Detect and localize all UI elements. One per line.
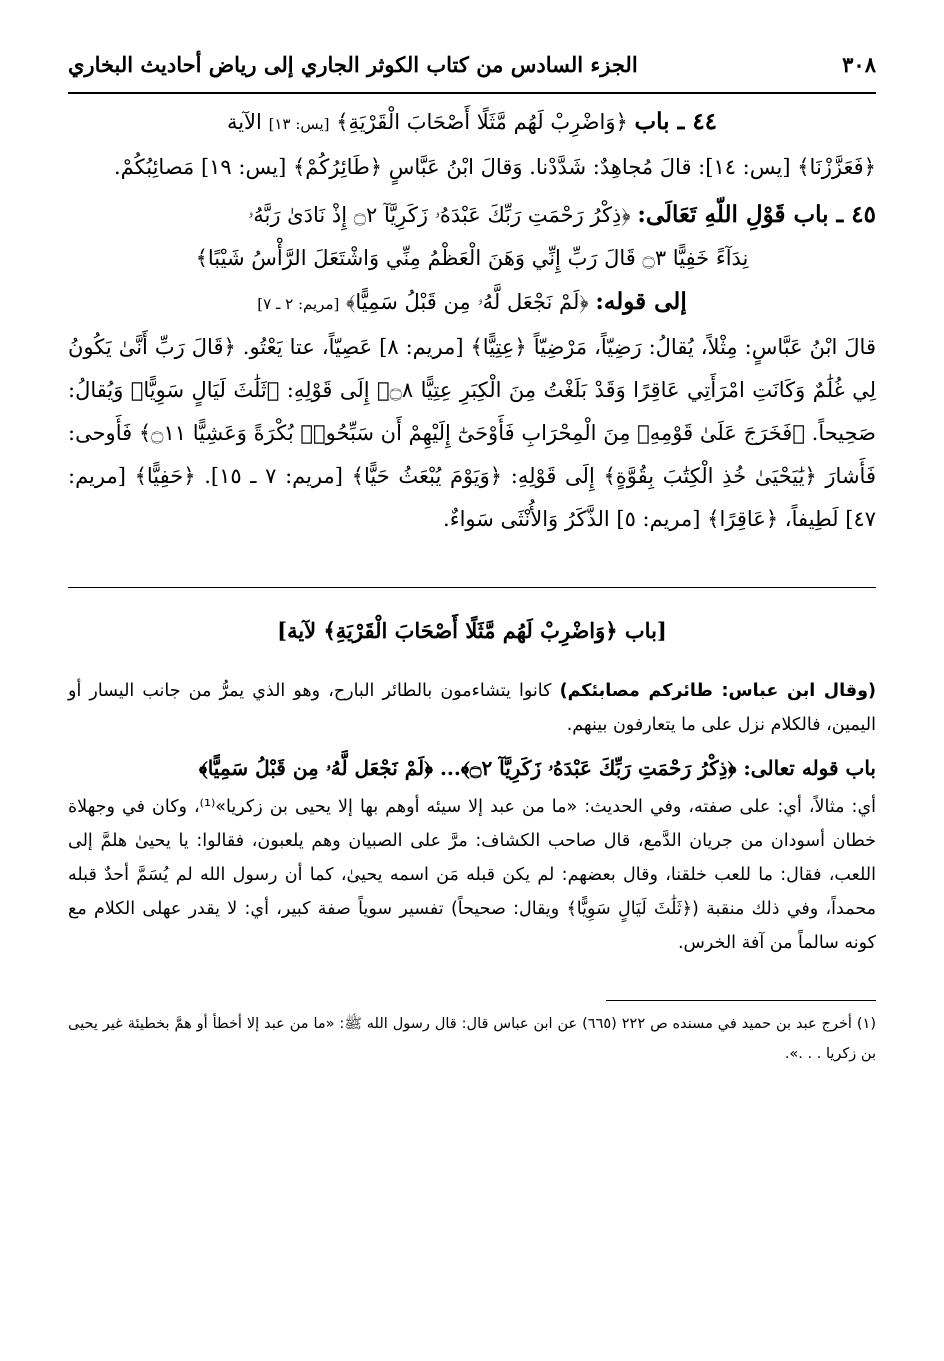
section-45-verse-3: ﴿لَمْ نَجْعَل لَّهُۥ مِن قَبْلُ سَمِيًّا﴾ — [346, 290, 589, 314]
commentary-rule — [68, 587, 876, 588]
running-header — [68, 52, 876, 92]
commentary-paragraph-2: أي: مثالاً، أي: على صفته، وفي الحديث: «ما من عبد إلا سيئه أوهم بها إلا يحيى بن زكريا»⁽¹⁾، وكان في وجهلاة خطان أسودان من جريان الدَّمع، قال صاحب الكشاف: مرَّ على الصبيان وهم يلعبون، فقالوا: يا يحيىٰ هلمَّ إلى اللعب، فقال: ما للعب خلقنا، وقال بعضهم: لم يكن قبله مَن اسمه يحيىٰ، كما أن رسول الله لم يُسَمَّ أحدٌ قبله محمداً، وفي ذلك منقبة (﴿ثَلَٰثَ لَيَالٍ سَوِيًّا﴾ ويقال: صحيحاً) تفسير سوياً صفة كبير، أي: لا يقدر عهلى الكلام مع كونه سالماً من آفة الخرس. — [68, 797, 876, 953]
commentary-paragraph-1 — [68, 674, 876, 742]
section-44-body: ﴿فَعَزَّزْنَا﴾ [يس: ١٤]: قالَ مُجاهِدٌ: شَدَّدْنا. وَقالَ ابْنُ عَبَّاسٍ ﴿طَائِرُكُمْ﴾ [يس: ١٩] مَصائِبُكُمْ. — [114, 155, 876, 179]
section-44-ref: [يس: ١٣] — [268, 115, 330, 133]
footnote-rule — [606, 1000, 876, 1001]
commentary-p1-lead: (وقال ابن عباس: طائركم مصابئكم) — [559, 681, 876, 701]
header-rule — [68, 92, 876, 94]
commentary-p1-text: كانوا يتشاءمون بالطائر البارح، وهو الذي يمرُّ من جانب اليسار أو اليمين، فالكلام نزل على ما يتعارفون بينهم. — [68, 681, 876, 735]
section-45-heading — [68, 193, 876, 237]
section-45-ref: [مريم: ٢ ـ ٧] — [257, 295, 340, 313]
book-title: الجزء السادس من كتاب الكوثر الجاري إلى رياض أحاديث البخاري — [68, 52, 638, 77]
section-45-to — [68, 280, 876, 326]
commentary-title: [باب ﴿وَاضْرِبْ لَهُم مَّثَلًا أَصْحَابَ الْقَرْيَةِ﴾ لآية] — [277, 618, 667, 643]
section-44-title: ٤٤ ـ باب — [634, 108, 718, 135]
section-45-to-label: إلى قوله: — [595, 288, 687, 315]
footnote-1: (١) أخرج عبد بن حميد في مسنده ص ٢٢٢ (٦٦٥) عن ابن عباس قال: قال رسول الله ﷺ: «ما من عبد إلا أخطأ أو همَّ بخطيئة غير يحيى بن زكريا . . .». — [68, 1016, 876, 1062]
section-44-verse: ﴿وَاضْرِبْ لَهُم مَّثَلًا أَصْحَابَ الْقَرْيَةِ﴾ — [336, 110, 628, 134]
section-44-heading — [68, 100, 876, 146]
commentary-heading-verse: ﴿ذِكْرُ رَحْمَتِ رَبِّكَ عَبْدَهُۥ زَكَرِيَّآ ۝٢﴾... ﴿لَمْ نَجْعَل لَّهُۥ مِن قَبْلُ سَمِيًّا﴾ — [198, 756, 737, 780]
book-page — [68, 52, 876, 1069]
page-number: ٣٠٨ — [842, 52, 876, 77]
section-45-verse-1: ﴿ذِكْرُ رَحْمَتِ رَبِّكَ عَبْدَهُۥ زَكَرِيَّآ ۝٢ إِذْ نَادَىٰ رَبَّهُۥ — [248, 203, 631, 227]
commentary-heading-label: باب قوله تعالى: — [743, 756, 876, 780]
section-44-tail: الآية — [226, 110, 262, 134]
section-45-title: ٤٥ ـ باب قَوْلِ اللّهِ تَعَالَى: — [637, 201, 876, 228]
section-45-verse-2: نِدَآءً خَفِيًّا ۝٣ قَالَ رَبِّ إِنِّي وَهَنَ الْعَظْمُ مِنِّي وَاشْتَعَلَ الرَّأْسُ شَيْبًا﴾ — [195, 246, 749, 270]
section-45-body: قالَ ابْنُ عَبَّاسٍ: مِثْلاً، يُقالُ: رَضِيّاً، مَرْضِيّاً ﴿عِتِيًّا﴾ [مريم: ٨] عَصِيّاً، عتا يَعْتُو. ﴿قَالَ رَبِّ أَنَّىٰ يَكُونُ لِي غُلَٰمٌ وَكَانَتِ امْرَأَتِي عَاقِرًا وَقَدْ بَلَغْتُ مِنَ الْكِبَرِ عِتِيًّا ۝٨﴾ إِلَى قَوْلِهِ: ﴿ثَلَٰثَ لَيَالٍ سَوِيًّا﴾ وَيُقالُ: صَحِيحاً. ﴿فَخَرَجَ عَلَىٰ قَوْمِهِۦ مِنَ الْمِحْرَابِ فَأَوْحَىٰٓ إِلَيْهِمْ أَن سَبِّحُوا۟ بُكْرَةً وَعَشِيًّا ۝١١﴾ فَأَوحى: فَأَشارَ ﴿يَٰيَحْيَىٰ خُذِ الْكِتَٰبَ بِقُوَّةٍ﴾ إِلَى قَوْلِهِ: ﴿وَيَوْمَ يُبْعَثُ حَيًّا﴾ [مريم: ٧ ـ ١٥]. ﴿حَفِيًّا﴾ [مريم: ٤٧] لَطِيفاً، ﴿عَاقِرًا﴾ [مريم: ٥] الذَّكَرُ وَالأُنْثَى سَواءٌ. — [68, 335, 876, 531]
commentary-heading — [68, 746, 876, 790]
